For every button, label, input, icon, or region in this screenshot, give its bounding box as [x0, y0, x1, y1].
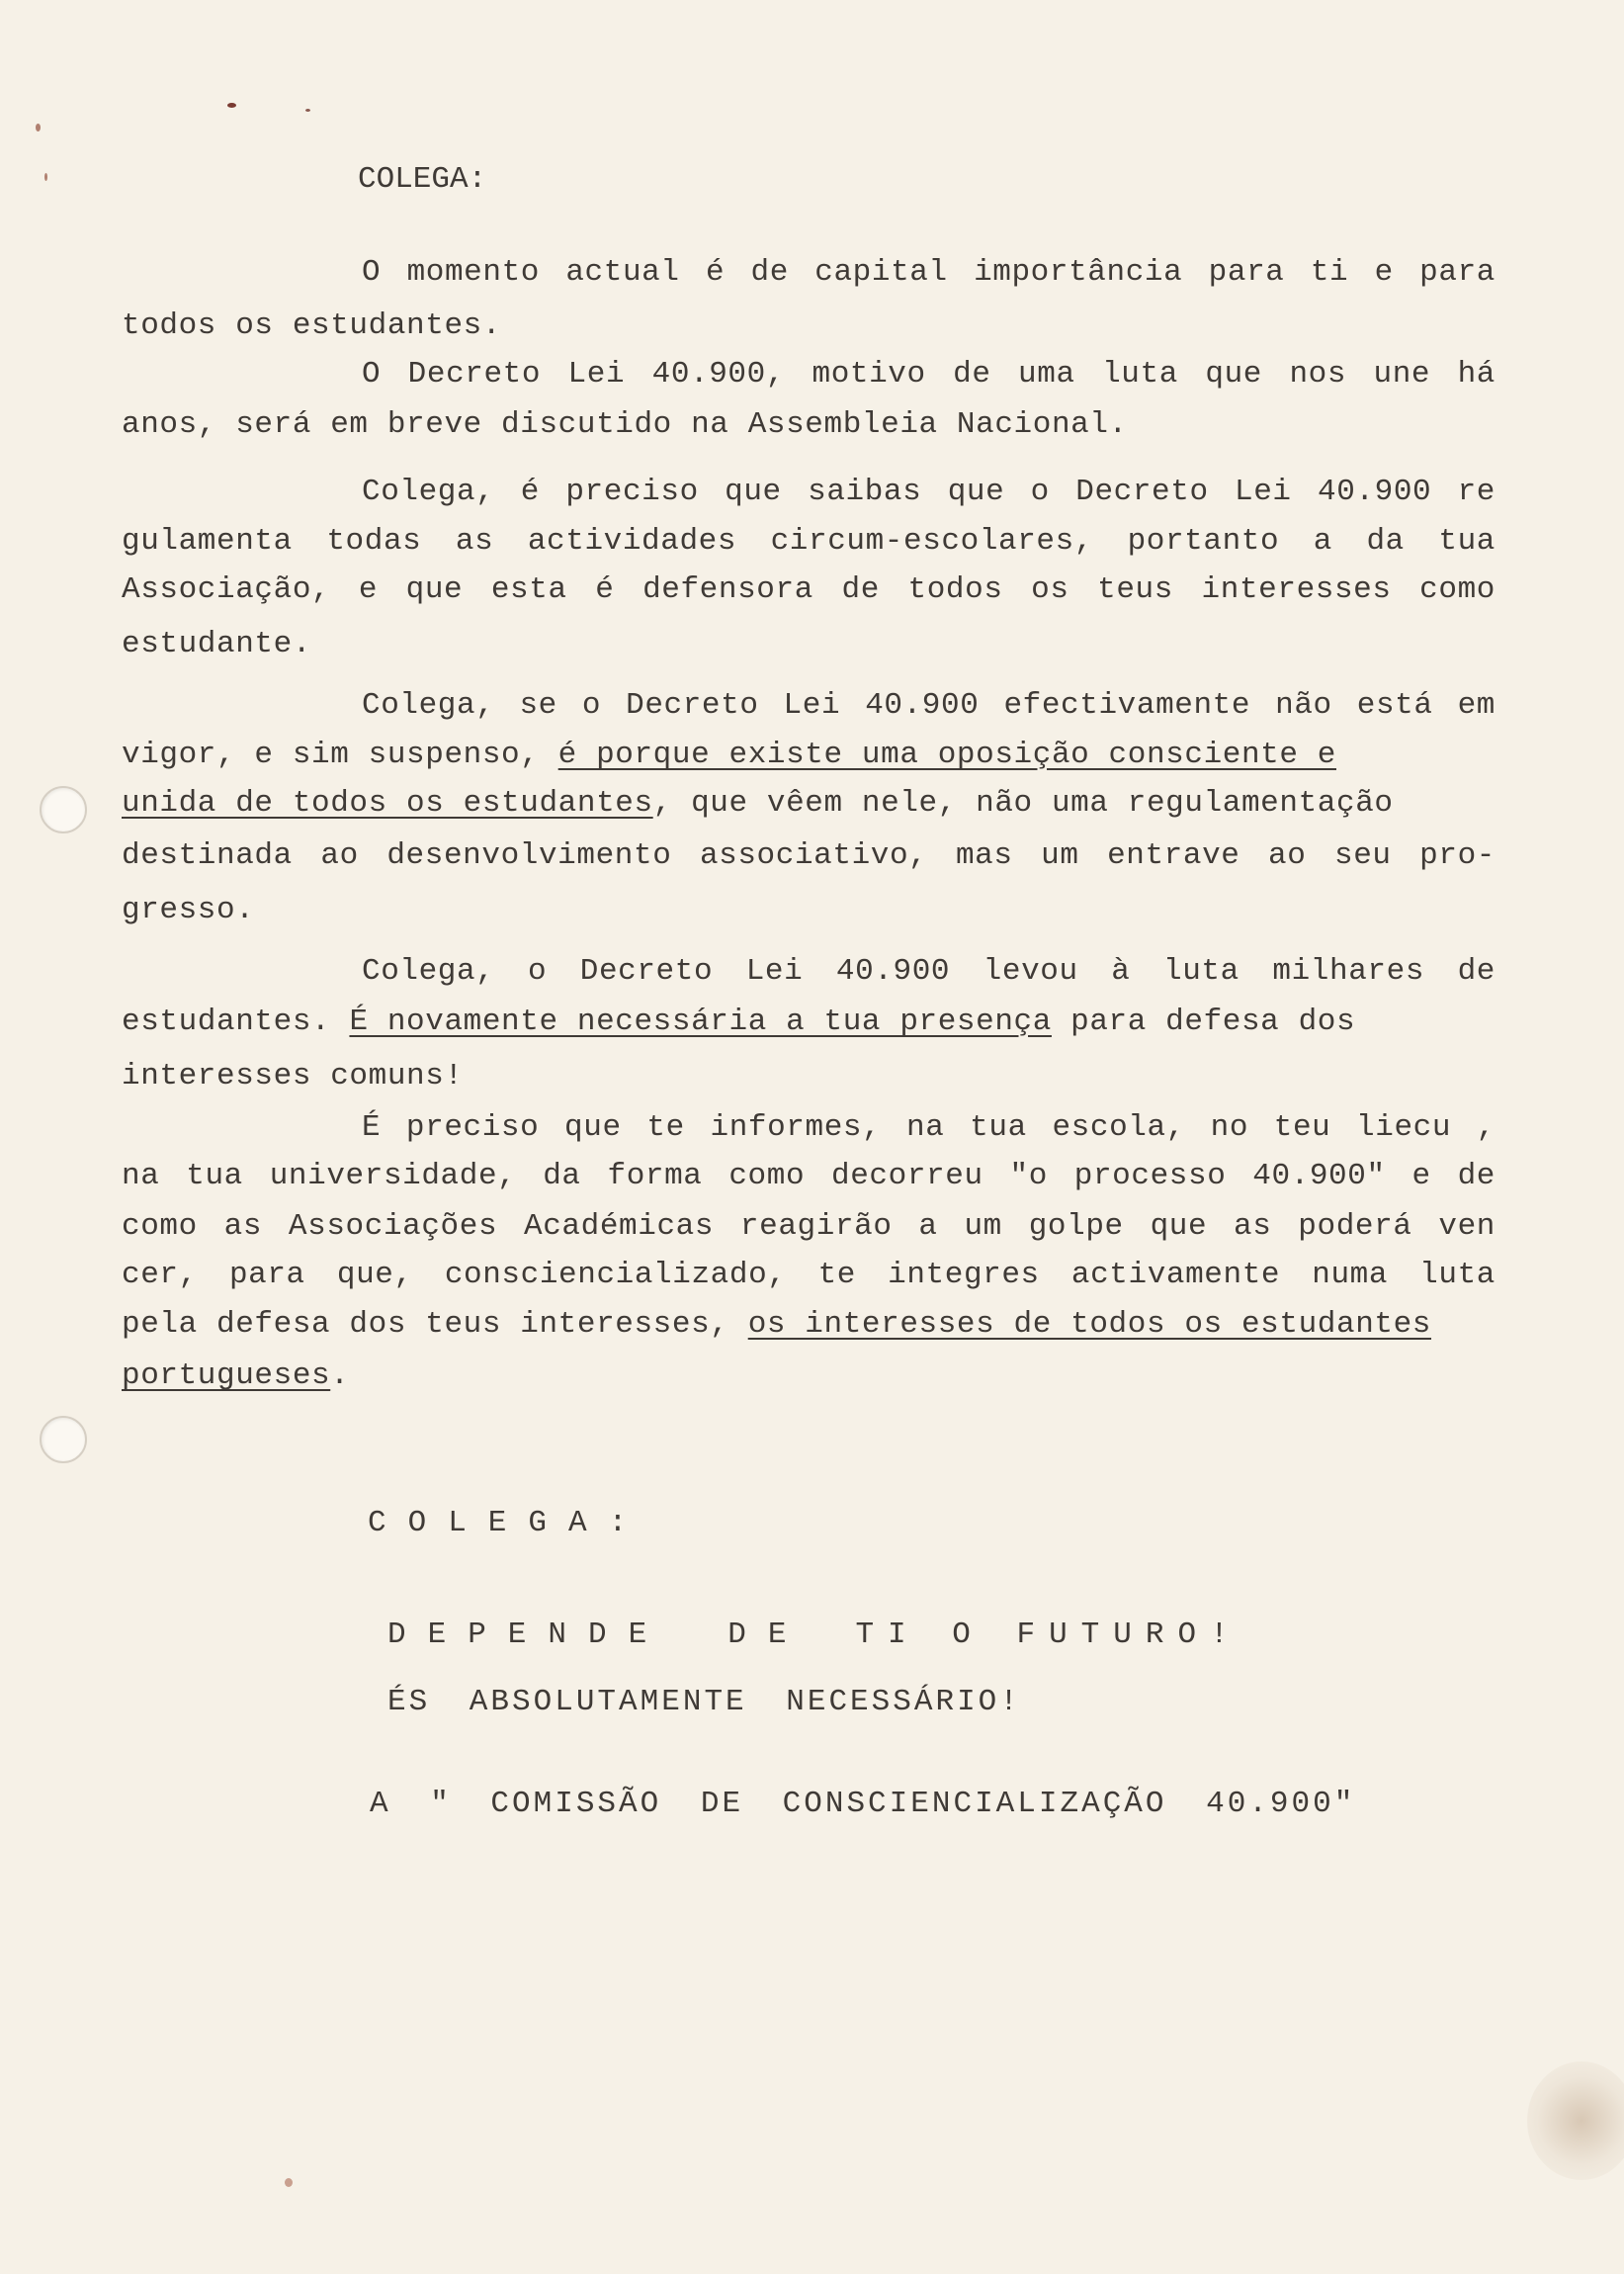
paragraph-line	[122, 736, 1496, 775]
underlined-text: portugueses	[122, 1358, 331, 1393]
paragraph-line: todos os estudantes.	[122, 308, 502, 343]
text-run: , que vêem nele, não uma regulamentação	[652, 786, 1394, 821]
paragraph-line: gresso.	[122, 893, 255, 927]
paragraph-line: Colega, se o Decreto Lei 40.900 efectivamente não está em	[362, 688, 1496, 723]
text-run: para defesa dos	[1051, 1005, 1356, 1039]
paragraph-line: O Decreto Lei 40.900, motivo de uma luta que nos une há	[362, 357, 1496, 392]
punch-hole	[40, 786, 87, 833]
paragraph-line: Associação, e que esta é defensora de todos os teus interesses como	[122, 572, 1496, 607]
underlined-text: os interesses de todos os estudantes	[747, 1307, 1432, 1342]
paragraph-line: O momento actual é de capital importância para ti e para	[362, 255, 1496, 290]
text-run: estudantes.	[122, 1005, 350, 1039]
closing-salutation: COLEGA:	[368, 1506, 649, 1540]
paragraph-line	[122, 1305, 1496, 1345]
paragraph-line: É preciso que te informes, na tua escola, no teu liecu ,	[362, 1110, 1496, 1145]
underlined-text: unida de todos os estudantes	[122, 786, 653, 821]
foxing-stain	[1527, 2061, 1624, 2180]
paragraph-line: estudante.	[122, 627, 312, 661]
punch-hole	[40, 1416, 87, 1463]
paragraph-line: Colega, é preciso que saibas que o Decreto Lei 40.900 re	[362, 475, 1496, 509]
salutation: COLEGA:	[358, 162, 487, 197]
paragraph-line: Colega, o Decreto Lei 40.900 levou à luta milhares de	[362, 954, 1496, 989]
ink-speck	[285, 2178, 293, 2187]
closing-line-future	[387, 1616, 1242, 1655]
text-run: .	[330, 1358, 350, 1393]
paragraph-line: na tua universidade, da forma como decorreu "o processo 40.900" e de	[122, 1159, 1496, 1193]
paragraph-line: interesses comuns!	[122, 1059, 464, 1093]
signature: A " COMISSÃO DE CONSCIENCIALIZAÇÃO 40.900"	[370, 1787, 1356, 1821]
text-run: vigor, e sim suspenso,	[122, 738, 558, 772]
ink-speck	[305, 109, 310, 112]
paragraph-line	[122, 1003, 1496, 1042]
text-run: pela defesa dos teus interesses,	[122, 1307, 748, 1342]
paragraph-line: destinada ao desenvolvimento associativo, mas um entrave ao seu pro-	[122, 838, 1496, 873]
underlined-text: É novamente necessária a tua presença	[349, 1005, 1052, 1039]
text-run: TI O FUTURO!	[855, 1618, 1242, 1652]
ink-speck	[227, 103, 236, 108]
ink-speck	[36, 124, 41, 131]
paragraph-line: gulamenta todas as actividades circum-escolares, portanto a da tua	[122, 524, 1496, 559]
paragraph-line: anos, será em breve discutido na Assembleia Nacional.	[122, 407, 1128, 442]
ink-speck	[44, 173, 47, 181]
text-run: DEPENDE	[387, 1618, 669, 1652]
closing-line-necessary: ÉS ABSOLUTAMENTE NECESSÁRIO!	[387, 1685, 1021, 1719]
paragraph-line	[122, 784, 1496, 824]
underlined-text: é porque existe uma oposição consciente e	[557, 738, 1336, 772]
text-run: DE	[727, 1618, 809, 1652]
paragraph-line	[122, 1356, 1496, 1396]
paragraph-line: como as Associações Académicas reagirão a um golpe que as poderá ven	[122, 1209, 1496, 1244]
paragraph-line: cer, para que, consciencializado, te integres activamente numa luta	[122, 1258, 1496, 1292]
